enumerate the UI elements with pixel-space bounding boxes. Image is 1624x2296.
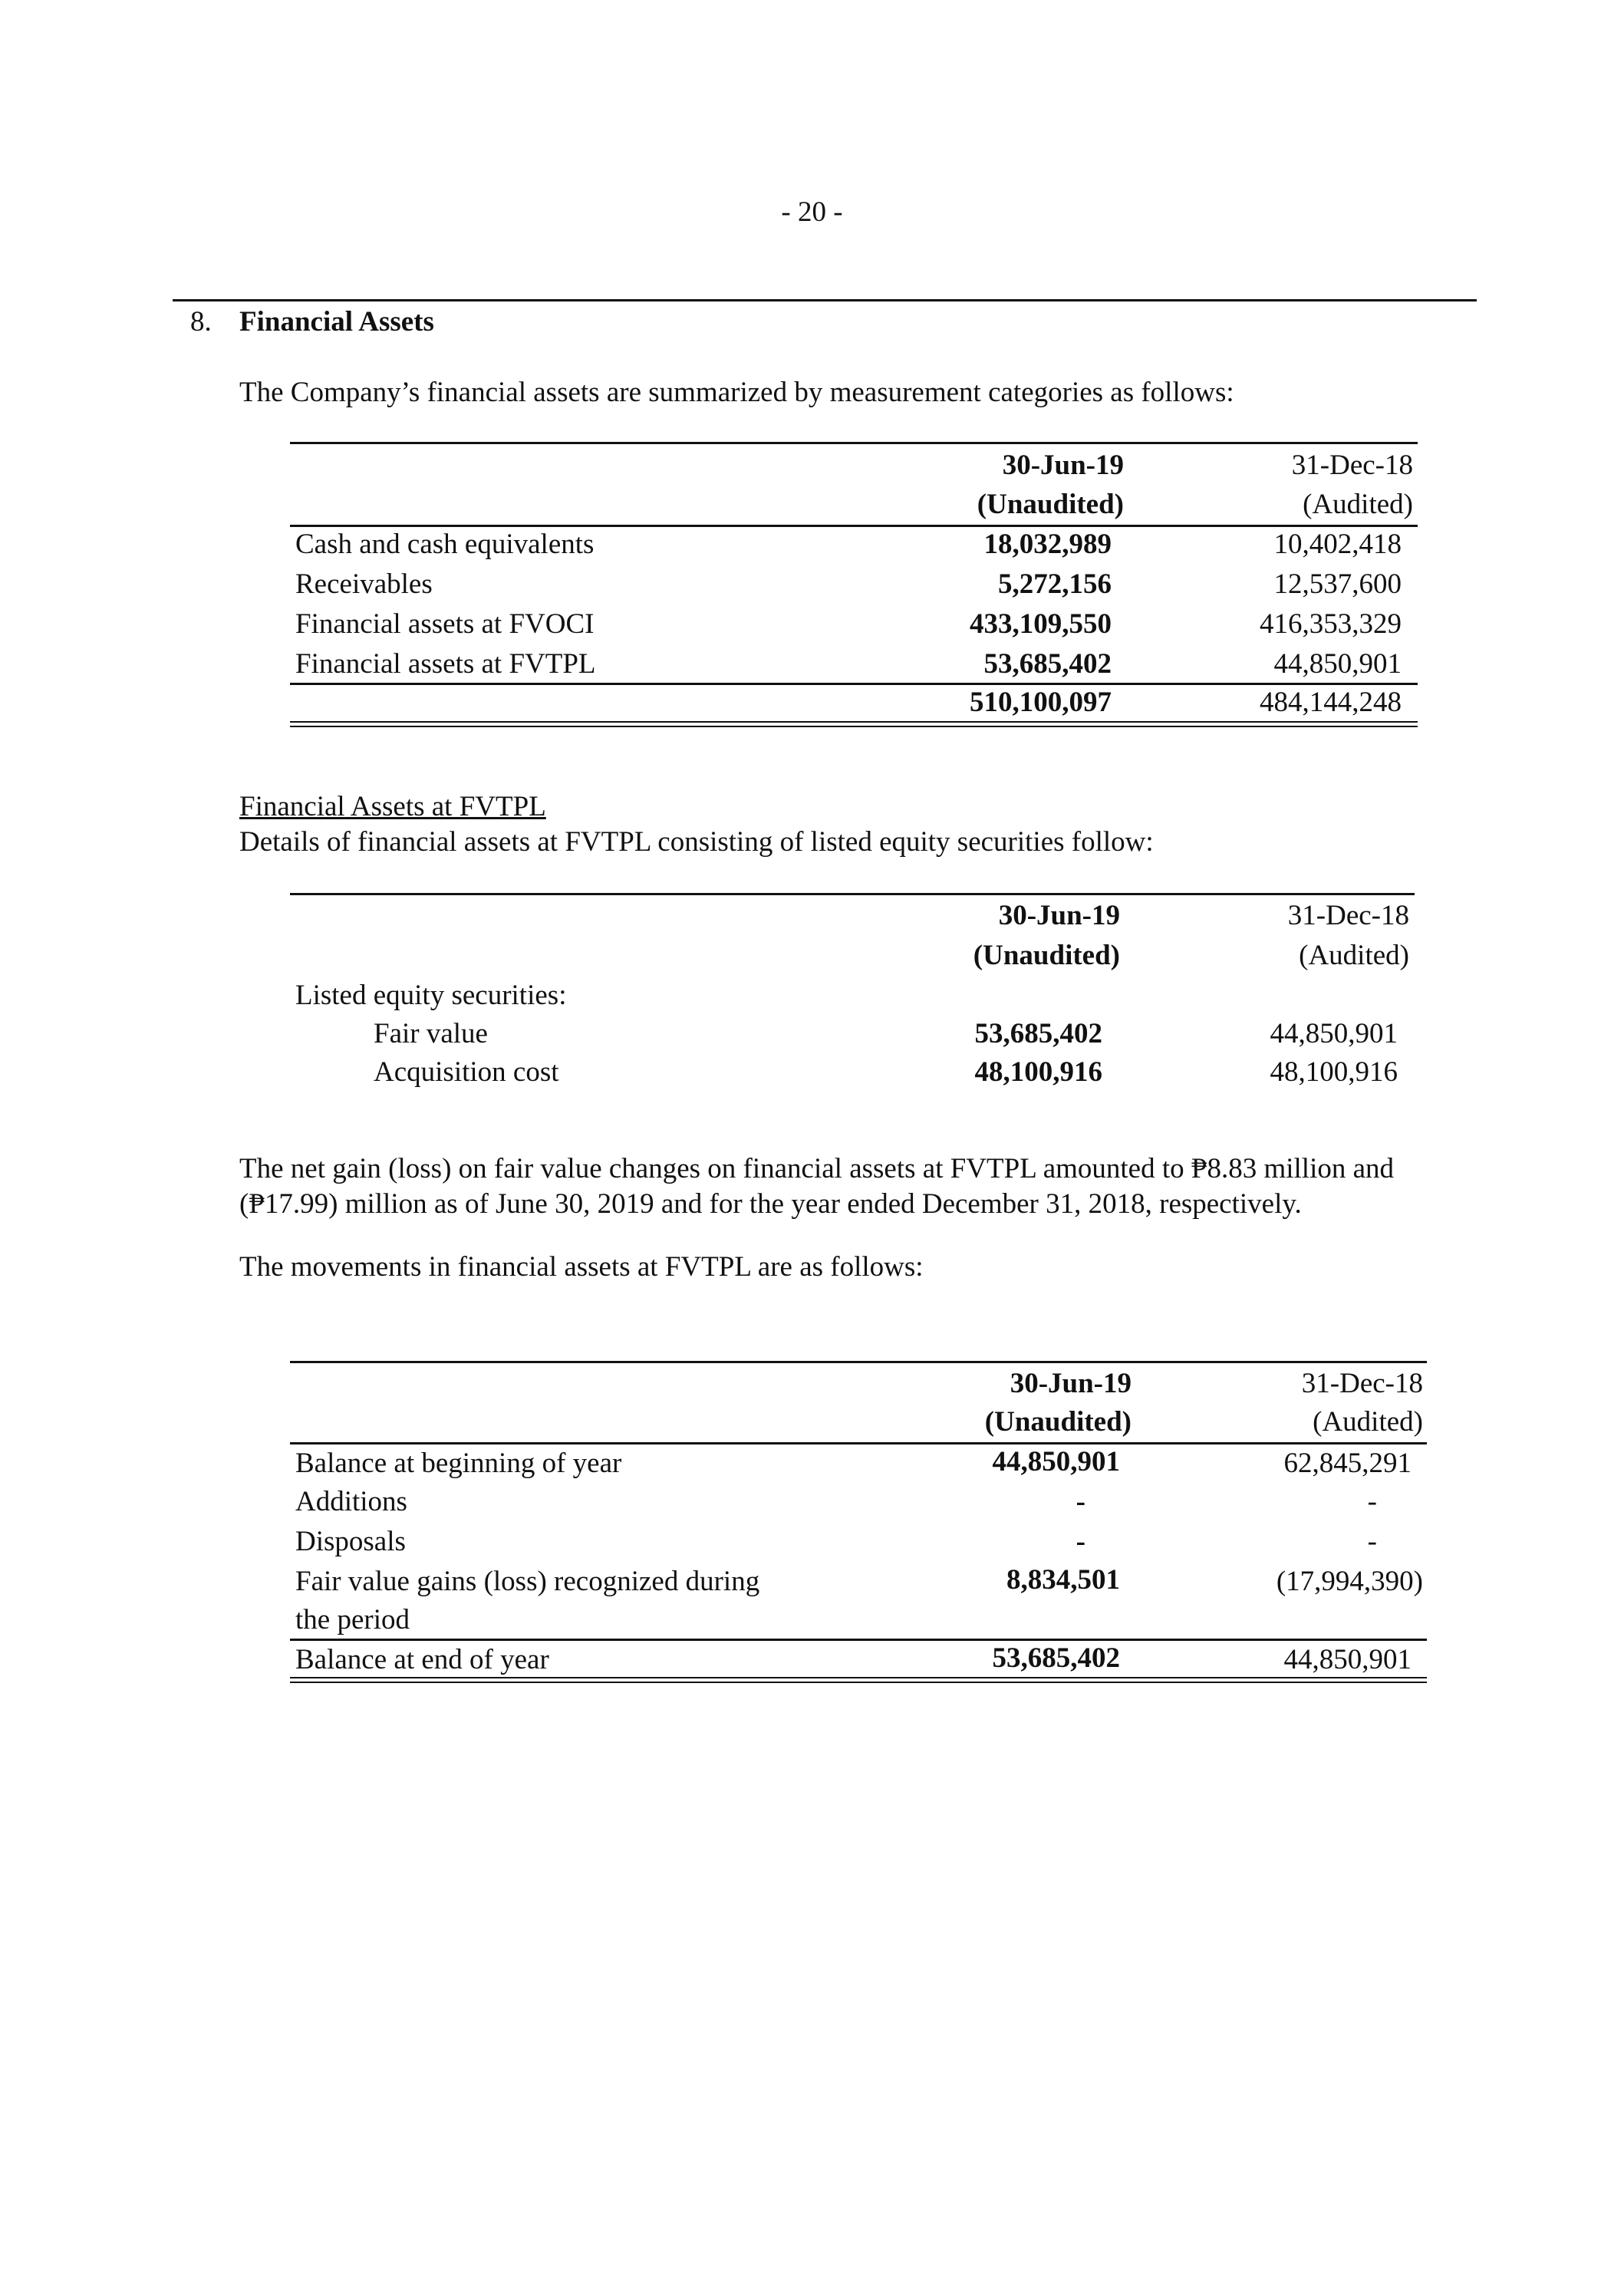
table1-col2-header: 31-Dec-18 xyxy=(1291,450,1413,481)
total-label: Balance at end of year xyxy=(295,1644,549,1675)
section-title: Financial Assets xyxy=(239,306,434,338)
row-value-2019: 53,685,402 xyxy=(974,1018,1102,1049)
table3-col1-header: 30-Jun-19 xyxy=(1010,1368,1132,1399)
movements-intro: The movements in financial assets at FVTPL are as follows: xyxy=(239,1251,924,1283)
row-label: Fair value xyxy=(374,1018,488,1049)
table1-total-double-rule xyxy=(290,726,1418,727)
row-label: Cash and cash equivalents xyxy=(295,529,595,560)
table3-subtotal-rule xyxy=(290,1639,1427,1641)
row-label: Financial assets at FVTPL xyxy=(295,648,596,680)
table3-header-rule xyxy=(290,1442,1427,1444)
row-value-2019: 18,032,989 xyxy=(983,529,1112,560)
row-value-2019: 5,272,156 xyxy=(998,568,1112,600)
section-number: 8. xyxy=(190,306,212,338)
row-label: Fair value gains (loss) recognized during xyxy=(295,1566,760,1597)
table3-total-double-rule xyxy=(290,1677,1427,1678)
row-label: Financial assets at FVOCI xyxy=(295,608,595,640)
row-label: Receivables xyxy=(295,568,433,600)
row-label: Additions xyxy=(295,1486,407,1517)
row-value-2019: 433,109,550 xyxy=(970,608,1112,640)
table3-total-double-rule xyxy=(290,1682,1427,1683)
row-value-2019: 44,850,901 xyxy=(992,1446,1120,1477)
row-label: Balance at beginning of year xyxy=(295,1448,622,1479)
table1-col2-subheader: (Audited) xyxy=(1303,489,1413,520)
top-rule xyxy=(173,299,1477,301)
fvtpl-heading: Financial Assets at FVTPL xyxy=(239,791,546,822)
row-value-2019: 53,685,402 xyxy=(983,648,1112,680)
row-value-2019: 8,834,501 xyxy=(1006,1564,1120,1596)
fvtpl-intro: Details of financial assets at FVTPL consisting of listed equity securities follow: xyxy=(239,826,1154,858)
page-number: - 20 - xyxy=(781,196,843,228)
table2-col1-subheader: (Unaudited) xyxy=(973,940,1120,971)
total-value-2019: 53,685,402 xyxy=(992,1642,1120,1674)
table1-total-double-rule xyxy=(290,721,1418,723)
row-value-2019: 48,100,916 xyxy=(974,1056,1102,1088)
row-value-2018: 48,100,916 xyxy=(1270,1056,1398,1088)
row-label-continued: the period xyxy=(295,1604,410,1636)
table1-subtotal-rule xyxy=(290,683,1418,685)
intro-text: The Company’s financial assets are summarized by measurement categories as follows: xyxy=(239,377,1234,408)
row-value-2018: 62,845,291 xyxy=(1283,1448,1412,1479)
total-value-2019: 510,100,097 xyxy=(970,687,1112,718)
table1-top-rule xyxy=(290,442,1418,444)
row-value-2018: 10,402,418 xyxy=(1273,529,1402,560)
group-label: Listed equity securities: xyxy=(295,980,567,1011)
table2-top-rule xyxy=(290,893,1415,895)
table3-col2-subheader: (Audited) xyxy=(1313,1406,1423,1438)
table1-col1-header: 30-Jun-19 xyxy=(1002,450,1124,481)
table3-col1-subheader: (Unaudited) xyxy=(984,1406,1132,1438)
row-value-2019: - xyxy=(1076,1486,1085,1517)
row-value-2018: - xyxy=(1367,1526,1377,1557)
table2-col2-subheader: (Audited) xyxy=(1299,940,1409,971)
table1-header-rule xyxy=(290,525,1418,527)
row-label: Disposals xyxy=(295,1526,406,1557)
row-value-2018: (17,994,390) xyxy=(1276,1566,1423,1597)
total-value-2018: 484,144,248 xyxy=(1260,687,1402,718)
table3-top-rule xyxy=(290,1361,1427,1363)
gain-paragraph-line2: (₱17.99) million as of June 30, 2019 and for the year ended December 31, 2018, respectively. xyxy=(239,1188,1302,1220)
row-value-2018: 44,850,901 xyxy=(1270,1018,1398,1049)
row-value-2018: 12,537,600 xyxy=(1273,568,1402,600)
total-value-2018: 44,850,901 xyxy=(1283,1644,1412,1675)
table3-col2-header: 31-Dec-18 xyxy=(1301,1368,1423,1399)
gain-paragraph-line1: The net gain (loss) on fair value changes on financial assets at FVTPL amounted to ₱8.83 million and xyxy=(239,1153,1395,1184)
row-value-2018: - xyxy=(1367,1486,1377,1517)
row-value-2018: 44,850,901 xyxy=(1273,648,1402,680)
table2-col2-header: 31-Dec-18 xyxy=(1287,900,1409,931)
table1-col1-subheader: (Unaudited) xyxy=(977,489,1124,520)
row-label: Acquisition cost xyxy=(374,1056,559,1088)
row-value-2019: - xyxy=(1076,1526,1085,1557)
row-value-2018: 416,353,329 xyxy=(1260,608,1402,640)
table2-col1-header: 30-Jun-19 xyxy=(998,900,1120,931)
